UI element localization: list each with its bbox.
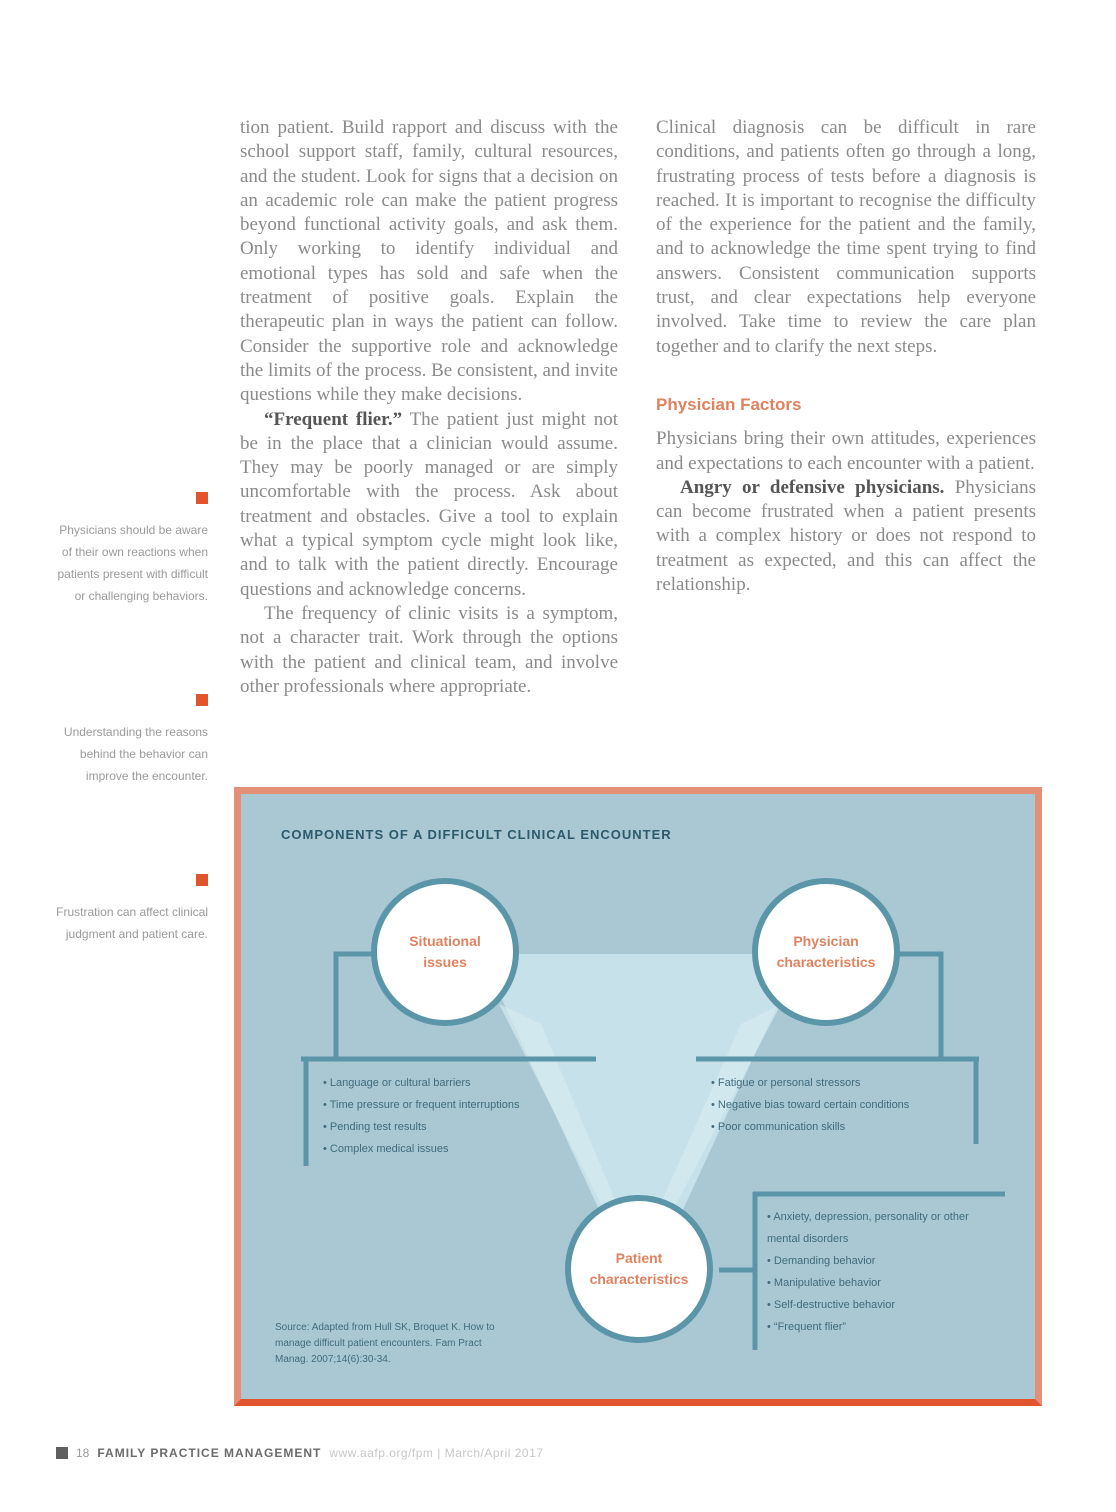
circle-label: Physician characteristics — [776, 933, 876, 970]
circle-situational-issues — [371, 878, 519, 1026]
margin-note-text: Physicians should be aware of their own reactions when patients present with difficult or challenging behaviors. — [57, 523, 208, 603]
margin-note-text: Frustration can affect clinical judgment and patient care. — [56, 905, 208, 941]
margin-note — [52, 694, 208, 787]
margin-note — [52, 874, 208, 945]
body-paragraph: The frequency of clinic visits is a symptom, not a character trait. Work through the options with the patient and clinical team, and involve other professionals where appropriate. — [240, 602, 618, 697]
list-item: • Negative bias toward certain conditions — [711, 1094, 966, 1116]
runin-heading: Angry or defensive physicians. — [680, 476, 945, 498]
list-item: • Demanding behavior — [767, 1250, 999, 1272]
list-item: • Anxiety, depression, personality or other mental disorders — [767, 1206, 999, 1250]
list-item: • Self-destructive behavior — [767, 1294, 999, 1316]
patient-list — [767, 1206, 999, 1338]
figure-caption: Source: Adapted from Hull SK, Broquet K. How to manage difficult patient encounters. Fam Pract Manag. 2007;14(6):30-34. — [275, 1322, 495, 1365]
section-heading: Physician Factors — [656, 394, 802, 414]
list-item: • Time pressure or frequent interruptions — [323, 1094, 583, 1116]
connector-line — [896, 954, 941, 1059]
magazine-name: FAMILY PRACTICE MANAGEMENT — [97, 1446, 322, 1460]
bullet-square-icon — [196, 694, 208, 706]
page-number-marker — [56, 1447, 68, 1459]
bullet-square-icon — [196, 492, 208, 504]
circle-label: Situational issues — [409, 933, 481, 970]
circle-patient-characteristics — [565, 1195, 713, 1343]
runin-heading: “Frequent flier.” — [264, 408, 403, 430]
list-item: • Fatigue or personal stressors — [711, 1072, 966, 1094]
situational-list — [323, 1072, 583, 1160]
article-right-column — [656, 116, 1036, 597]
body-text: The patient just might not be in the place that a clinician would assume. They may be poorly managed or are simply uncomfortable with the process. Ask about treatment and obstacles. Give a tool to explain what a typical symptom cycle might look like, and to talk with the patient directly. Encourage questions and acknowledge concerns. — [240, 408, 618, 600]
body-paragraph — [656, 476, 1036, 597]
list-item: • Pending test results — [323, 1116, 583, 1138]
page-footer — [56, 1446, 543, 1460]
body-paragraph: Physicians bring their own attitudes, experiences and expectations to each encounter with a patient. — [656, 428, 1036, 474]
list-item: • Poor communication skills — [711, 1116, 966, 1138]
physician-list — [711, 1072, 966, 1138]
list-item: • Complex medical issues — [323, 1138, 583, 1160]
body-paragraph: tion patient. Build rapport and discuss with the school support staff, family, cultural resources, and the student. Look for signs that a decision on an academic role can make the patient progress beyond functional activity goals, and ask them. Only working to identify individual and emotional types has sold and safe when the treatment of positive goals. Explain the therapeutic plan in ways the patient can follow. Consider the supportive role and acknowledge the limits of the process. Be consistent, and invite questions while they make decisions. — [240, 117, 618, 406]
list-item: • Manipulative behavior — [767, 1272, 999, 1294]
figure-title: COMPONENTS OF A DIFFICULT CLINICAL ENCOUNTER — [281, 827, 672, 842]
circle-physician-characteristics — [752, 878, 900, 1026]
list-item: • Language or cultural barriers — [323, 1072, 583, 1094]
issue-info: www.aafp.org/fpm | March/April 2017 — [329, 1446, 544, 1460]
body-paragraph: Clinical diagnosis can be difficult in rare conditions, and patients often go through a long, frustrating process of tests before a diagnosis is reached. It is important to recognise the difficulty of the experience for the patient and the family, and to acknowledge the time spent trying to find answers. Consistent communication supports trust, and clear expectations help everyone involved. Take time to review the care plan together and to clarify the next steps. — [656, 117, 1036, 357]
article-left-column — [240, 116, 618, 699]
body-text: Physicians can become frustrated when a patient presents with a complex history or does not respond to treatment as expected, and this can affect the relationship. — [656, 476, 1036, 596]
margin-note — [52, 492, 208, 607]
bullet-square-icon — [196, 874, 208, 886]
figure-diagram — [234, 787, 1042, 1406]
body-paragraph — [240, 408, 618, 602]
page-number: 18 — [76, 1446, 90, 1460]
list-item: • “Frequent flier” — [767, 1316, 999, 1338]
margin-note-text: Understanding the reasons behind the behavior can improve the encounter. — [63, 725, 208, 783]
circle-label: Patient characteristics — [589, 1250, 689, 1287]
